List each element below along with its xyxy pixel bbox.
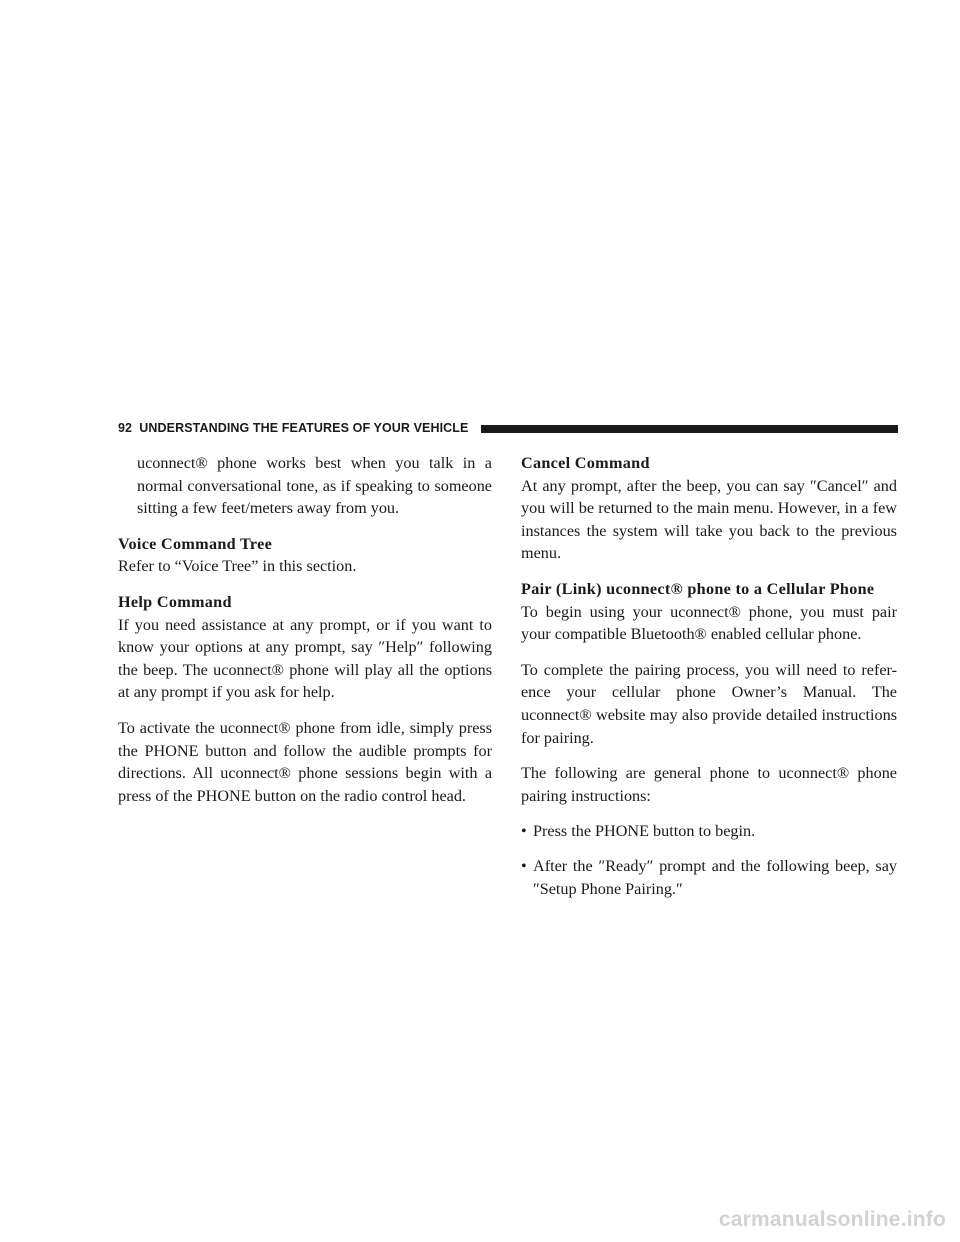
- pairing-process-text: To complete the pairing process, you will need to refer- ence your cellular phone Owner’s Manual. The uconnect® website may also provide detailed instructions for pairing.: [521, 660, 897, 747]
- cancel-command-text: At any prompt, after the beep, you can say ″Cancel″ and you will be returned to the main menu. However, in a few instances the system will take you back to the previous menu.: [521, 476, 897, 563]
- page-number: 92: [118, 421, 133, 435]
- voice-command-tree-heading: Voice Command Tree: [118, 534, 273, 553]
- help-command-heading: Help Command: [118, 592, 232, 611]
- pair-phone-heading: Pair (Link) uconnect® phone to a Cellular Phone: [521, 579, 875, 598]
- bullet-text: Press the PHONE button to begin.: [533, 822, 756, 841]
- header-text: [118, 421, 468, 435]
- intro-paragraph: uconnect® phone works best when you talk in a normal conversational tone, as if speaking to someone sitting a few feet/meters away from you.: [137, 454, 492, 518]
- pair-phone-text: To begin using your uconnect® phone, you must pair your compatible Bluetooth® enabled cellular phone.: [521, 602, 897, 644]
- voice-command-tree-text: Refer to “Voice Tree” in this section.: [118, 557, 357, 576]
- bullet-item: [521, 820, 897, 843]
- general-instructions-text: The following are general phone to uconnect® phone pairing instructions:: [521, 764, 897, 805]
- help-command-text: If you need assistance at any prompt, or if you want to know your options at any prompt, say ″Help″ following the beep. The uconnect® phone will play all the options at any prompt if you ask for help.: [118, 615, 492, 702]
- left-column: [118, 452, 492, 820]
- activate-paragraph: To activate the uconnect® phone from idle, simply press the PHONE button and follow the audible prompts for directions. All uconnect® phone sessions begin with a press of the PHONE button on the radio control head.: [118, 718, 492, 805]
- bullet-icon: •: [521, 856, 527, 875]
- page-header: [118, 420, 898, 438]
- bullet-icon: •: [521, 822, 527, 841]
- bullet-text: After the ″Ready″ prompt and the following beep, say ″Setup Phone Pairing.″: [533, 856, 897, 898]
- header-rule: [481, 425, 898, 433]
- right-column: [521, 452, 897, 912]
- bullet-item: [521, 855, 897, 900]
- section-title: UNDERSTANDING THE FEATURES OF YOUR VEHICLE: [139, 421, 469, 435]
- watermark: carmanualsonline.info: [718, 1208, 946, 1231]
- cancel-command-heading: Cancel Command: [521, 454, 650, 472]
